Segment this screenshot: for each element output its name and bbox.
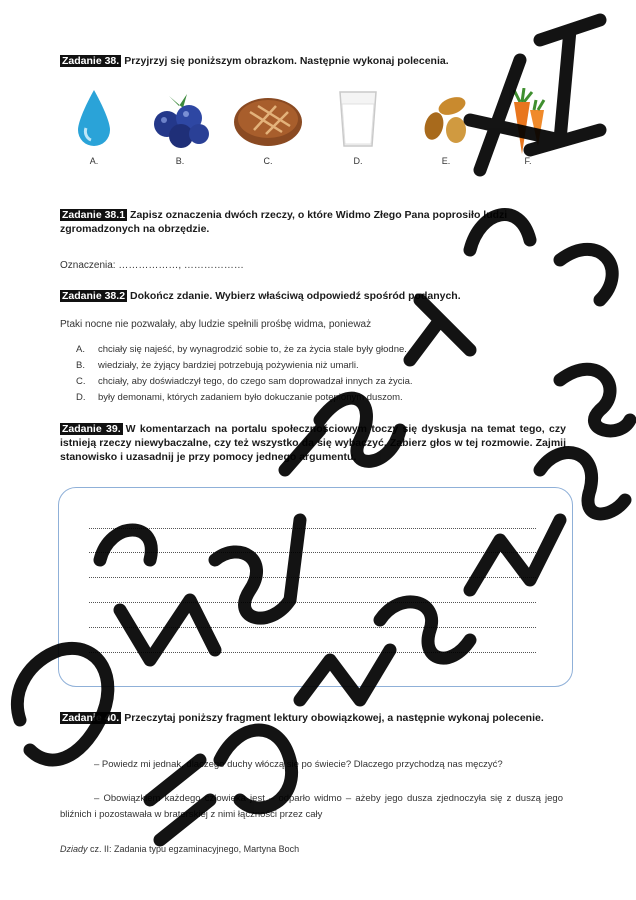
image-label: C.	[263, 156, 273, 166]
task-39-tag: Zadanie 39.	[62, 423, 121, 435]
image-row	[60, 88, 580, 183]
task-38-2-options	[76, 342, 413, 406]
image-b	[140, 88, 220, 166]
footer-title: Dziady	[60, 844, 88, 854]
task-39-text: W komentarzach na portalu społecznościowym toczy się dyskusja na temat tego, czy istnieją rzeczy niewybaczalne, czy też wszystko da się wybaczyć. Zabierz głos w tej rozmowie. Zajmij stanowisko i uzasadnij je przy pomocy jednego argumentu.	[60, 423, 566, 463]
task-38-2-tag: Zadanie 38.2	[62, 290, 126, 302]
task-38-1-answer-label: Oznaczenia: ………………, ………………	[60, 260, 244, 271]
option-letter: B.	[76, 360, 85, 371]
task-38-text: Przyjrzyj się poniższym obrazkom. Następnie wykonaj polecenia.	[124, 55, 449, 67]
task-40-text: Przeczytaj poniższy fragment lektury obowiązkowej, a następnie wykonaj polecenie.	[124, 712, 544, 724]
task-38-2-heading	[60, 289, 461, 303]
task-40-tag: Zadanie 40.	[62, 712, 120, 724]
footer	[60, 844, 299, 854]
option-c[interactable]	[76, 374, 413, 390]
task-38-2-prompt: Ptaki nocne nie pozwalały, aby ludzie spełnili prośbę widma, ponieważ	[60, 319, 372, 330]
option-text: były demonami, których zadaniem było dokuczanie potępionym duszom.	[98, 392, 403, 403]
task-38-1-text: Zapisz oznaczenia dwóch rzeczy, o które Widmo Złego Pana poprosiło ludzi zgromadzonych na obrzędzie.	[60, 209, 508, 235]
task-38-tag: Zadanie 38.	[62, 55, 120, 67]
option-d[interactable]	[76, 390, 413, 406]
grains-icon	[416, 88, 476, 150]
carrots-icon	[500, 88, 556, 158]
image-c	[228, 88, 308, 166]
image-label: B.	[175, 156, 185, 166]
quote-paragraph-1: – Powiedz mi jednak, dlaczego duchy włóczą się po świecie? Dlaczego przychodzą nas męczyć?	[94, 759, 503, 770]
option-letter: C.	[76, 376, 86, 387]
option-text: wiedziały, że żyjący bardziej potrzebują pożywienia niż umarli.	[98, 360, 359, 371]
glass-of-milk-icon	[336, 88, 380, 150]
quote-paragraph-2: – Obowiązkiem każdego człowieka jest – odparło widmo – ażeby jego dusza zjednoczyła się z duszą jego bliźnich i pozostawała w braterskiej z nimi łączności przez cały	[60, 793, 563, 820]
answer-line	[89, 528, 536, 529]
image-label: E.	[441, 156, 451, 166]
option-b[interactable]	[76, 358, 413, 374]
image-f	[488, 88, 568, 166]
answer-line	[89, 602, 536, 603]
task-38-heading	[60, 54, 449, 68]
option-a[interactable]	[76, 342, 413, 358]
footer-rest: cz. II: Zadania typu egzaminacyjnego, Martyna Boch	[87, 844, 300, 854]
answer-box[interactable]	[58, 487, 573, 687]
answer-line	[89, 552, 536, 553]
option-text: chciały, aby doświadczył tego, do czego sam doprowadzał innych za życia.	[98, 376, 413, 387]
task-40-heading	[60, 711, 566, 725]
answer-line	[89, 627, 536, 628]
task-38-1-tag: Zadanie 38.1	[62, 209, 126, 221]
option-text: chciały się najeść, by wynagrodzić sobie to, że za życia stale były głodne.	[98, 344, 407, 355]
image-label: A.	[89, 156, 99, 166]
answer-line	[89, 652, 536, 653]
water-drop-icon	[74, 88, 114, 150]
image-d	[318, 88, 398, 166]
bread-icon	[232, 88, 304, 150]
task-38-1-heading	[60, 208, 566, 236]
image-a	[54, 88, 134, 166]
image-label: D.	[353, 156, 363, 166]
blueberries-icon	[147, 88, 213, 150]
image-label: F.	[524, 156, 532, 166]
task-38-2-text: Dokończ zdanie. Wybierz właściwą odpowiedź spośród podanych.	[130, 290, 461, 302]
answer-line	[89, 577, 536, 578]
task-39-heading	[60, 422, 566, 464]
option-letter: A.	[76, 344, 85, 355]
image-e	[406, 88, 486, 166]
option-letter: D.	[76, 392, 86, 403]
